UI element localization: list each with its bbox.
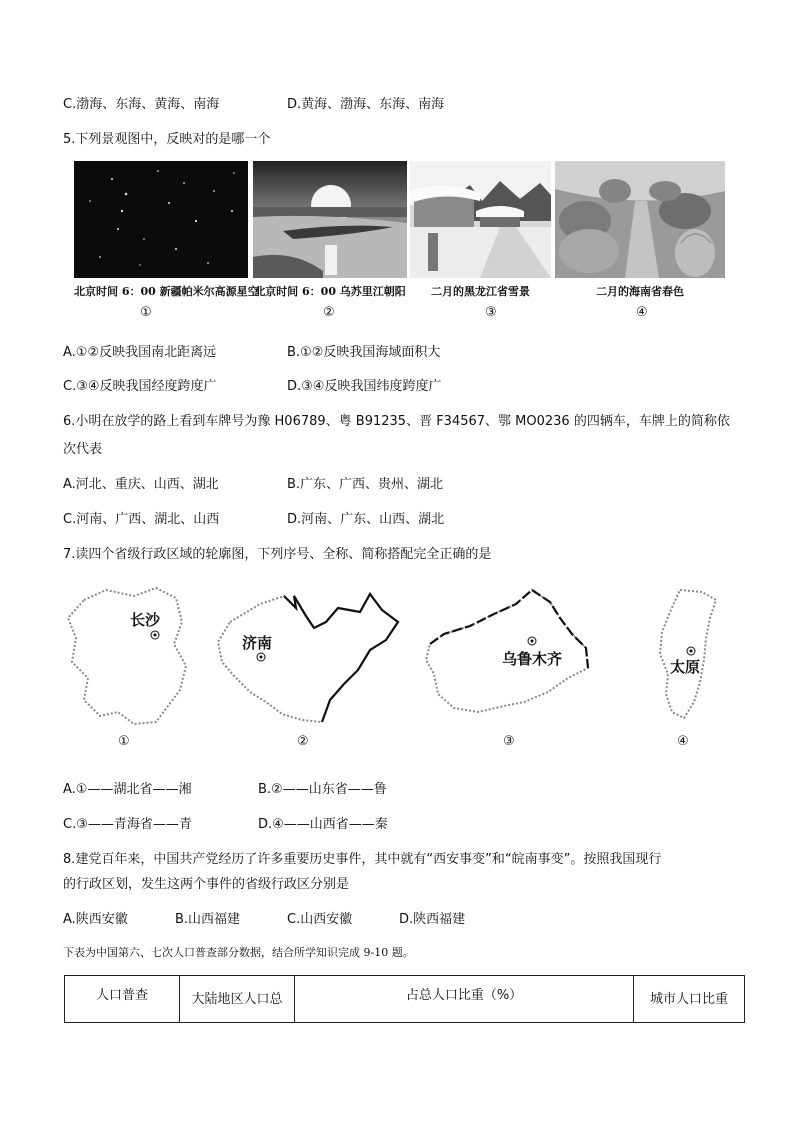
table-header-row — [65, 976, 745, 1023]
q6-option-d: D.河南、广东、山西、湖北 — [287, 512, 445, 527]
q4-option-c: C.渤海、东海、黄海、南海 — [63, 97, 220, 112]
map-hunan-outline — [64, 582, 204, 730]
q6-option-b: B.广东、广西、贵州、湖北 — [287, 477, 444, 492]
header-share: 占总人口比重（%） — [295, 976, 634, 1023]
header-urban-share: 城市人口比重 — [634, 976, 745, 1023]
q4-option-d: D.黄海、渤海、东海、南海 — [287, 97, 445, 112]
q7-option-b: B.②——山东省——鲁 — [258, 782, 387, 797]
q8-option-d: D.陕西福建 — [399, 912, 466, 927]
capital-marker-2 — [256, 652, 266, 662]
photo-num-4: ④ — [636, 305, 648, 320]
q8-option-b: B.山西福建 — [175, 912, 241, 927]
map-num-2: ② — [297, 734, 309, 749]
map-shandong-outline — [210, 582, 410, 730]
city-jinan: 济南 — [242, 634, 273, 652]
caption-2: 北京时间 6：00 乌苏里江朝阳 — [254, 285, 406, 298]
q6-stem-line2: 次代表 — [63, 442, 103, 457]
photo-num-3: ③ — [485, 305, 497, 320]
city-taiyuan: 太原 — [670, 658, 701, 676]
q6-option-a: A.河北、重庆、山西、湖北 — [63, 477, 219, 492]
q8-option-a: A.陕西安徽 — [63, 912, 128, 927]
q8-stem-line2: 的行政区划，发生这两个事件的省级行政区分别是 — [63, 877, 350, 892]
map-num-1: ① — [118, 734, 130, 749]
photo-river-sunrise — [253, 161, 407, 278]
capital-marker-3 — [527, 636, 537, 646]
q8-option-c: C.山西安徽 — [287, 912, 353, 927]
q6-option-c: C.河南、广西、湖北、山西 — [63, 512, 220, 527]
map-num-4: ④ — [677, 734, 689, 749]
photo-starry-sky — [74, 161, 248, 278]
census-table — [64, 975, 745, 1023]
table-intro: 下表为中国第六、七次人口普查部分数据，结合所学知识完成 9-10 题。 — [63, 946, 414, 959]
photo-hainan-spring — [555, 161, 725, 278]
q7-stem: 7.读四个省级行政区域的轮廓图，下列序号、全称、简称搭配完全正确的是 — [63, 547, 492, 562]
caption-1: 北京时间 6：00 新疆帕米尔高源星空 — [74, 285, 259, 298]
map-num-3: ③ — [503, 734, 515, 749]
q6-stem-line1: 6.小明在放学的路上看到车牌号为豫 H06789、粤 B91235、晋 F34567、鄂 MO0236 的四辆车，车牌上的简称依 — [63, 414, 730, 429]
q5-option-b: B.①②反映我国海域面积大 — [287, 345, 441, 360]
photo-num-2: ② — [323, 305, 335, 320]
header-mainland-population: 大陆地区人口总 — [180, 976, 295, 1023]
q5-option-d: D.③④反映我国纬度跨度广 — [287, 379, 442, 394]
caption-4: 二月的海南省春色 — [596, 285, 684, 298]
capital-marker-1 — [150, 630, 160, 640]
caption-3: 二月的黑龙江省雪景 — [431, 285, 530, 298]
city-urumqi: 乌鲁木齐 — [502, 650, 563, 668]
q5-option-c: C.③④反映我国经度跨度广 — [63, 379, 217, 394]
photo-num-1: ① — [140, 305, 152, 320]
q7-option-a: A.①——湖北省——湘 — [63, 782, 192, 797]
q7-option-c: C.③——青海省——青 — [63, 817, 192, 832]
photo-heilongjiang-snow — [410, 161, 551, 278]
q5-stem: 5.下列景观图中，反映对的是哪一个 — [63, 132, 271, 147]
capital-marker-4 — [686, 646, 696, 656]
q7-option-d: D.④——山西省——秦 — [258, 817, 388, 832]
header-census: 人口普查 — [65, 976, 180, 1023]
q5-option-a: A.①②反映我国南北距离远 — [63, 345, 217, 360]
city-changsha: 长沙 — [130, 611, 161, 629]
q8-stem-line1: 8.建党百年来，中国共产党经历了许多重要历史事件，其中就有“西安事变”和“皖南事变”。按照我国现行 — [63, 852, 662, 867]
